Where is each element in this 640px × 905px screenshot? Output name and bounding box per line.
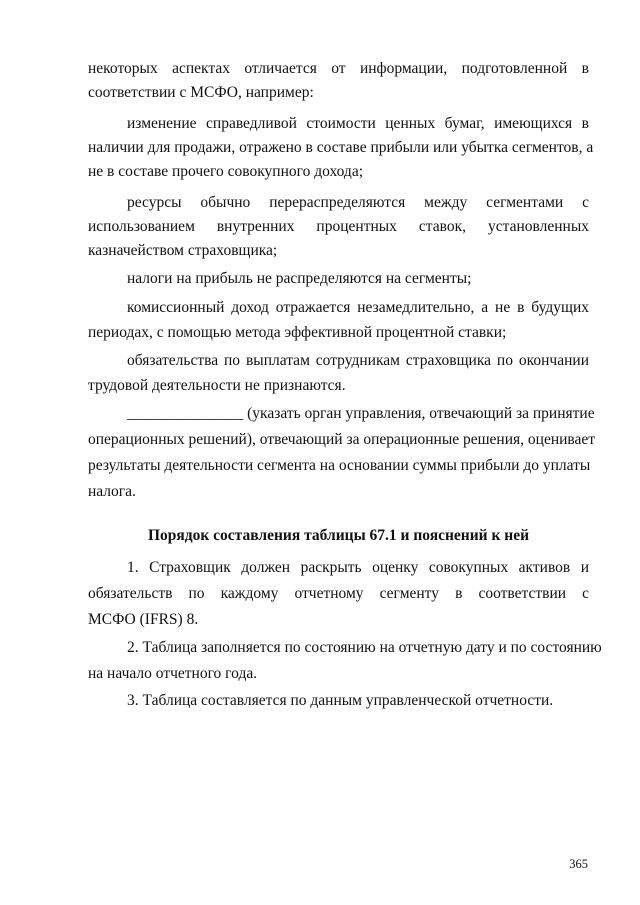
text-line-21: МСФО (IFRS) 8.: [88, 611, 199, 628]
text-line-6: ресурсы обычно перераспределяются между сегментами с: [127, 194, 589, 211]
text-line-8: казначейством страховщика;: [88, 242, 278, 259]
text-line-22: 2. Таблица заполняется по состоянию на отчетную дату и по состоянию: [127, 639, 602, 656]
page-number: 365: [569, 857, 588, 871]
text-line-2: соответствии с МСФО, например:: [88, 84, 314, 101]
text-line-13: трудовой деятельности не признаются.: [88, 377, 346, 394]
text-line-11: периодах, с помощью метода эффективной процентной ставки;: [88, 324, 507, 341]
text-line-24: 3. Таблица составляется по данным управленческой отчетности.: [127, 692, 554, 709]
text-line-10: комиссионный доход отражается незамедлительно, а не в будущих: [127, 299, 589, 316]
text-line-16: результаты деятельности сегмента на основании суммы прибыли до уплаты: [88, 457, 591, 474]
text-line-9: налоги на прибыль не распределяются на сегменты;: [127, 270, 472, 287]
text-line-17: налога.: [88, 483, 136, 500]
text-line-3: изменение справедливой стоимости ценных бумаг, имеющихся в: [127, 115, 589, 132]
text-line-1: некоторых аспектах отличается от информации, подготовленной в: [88, 60, 589, 77]
text-line-23: на начало отчетного года.: [88, 665, 258, 682]
text-line-5: не в составе прочего совокупного дохода;: [88, 163, 364, 180]
text-line-4: наличии для продажи, отражено в составе прибыли или убытка сегментов, а: [88, 139, 594, 156]
text-line-7: использованием внутренних процентных ставок, установленных: [88, 218, 589, 235]
text-line-14: _______________ (указать орган управления, отвечающий за принятие: [127, 405, 595, 422]
text-line-20: обязательств по каждому отчетному сегменту в соответствии с: [88, 585, 589, 602]
text-line-12: обязательства по выплатам сотрудникам страховщика по окончании: [127, 352, 589, 369]
text-line-15: операционных решений), отвечающий за операционные решения, оценивает: [88, 431, 596, 448]
section-heading: Порядок составления таблицы 67.1 и пояснений к ней: [147, 527, 530, 544]
text-line-19: 1. Страховщик должен раскрыть оценку совокупных активов и: [127, 559, 589, 576]
